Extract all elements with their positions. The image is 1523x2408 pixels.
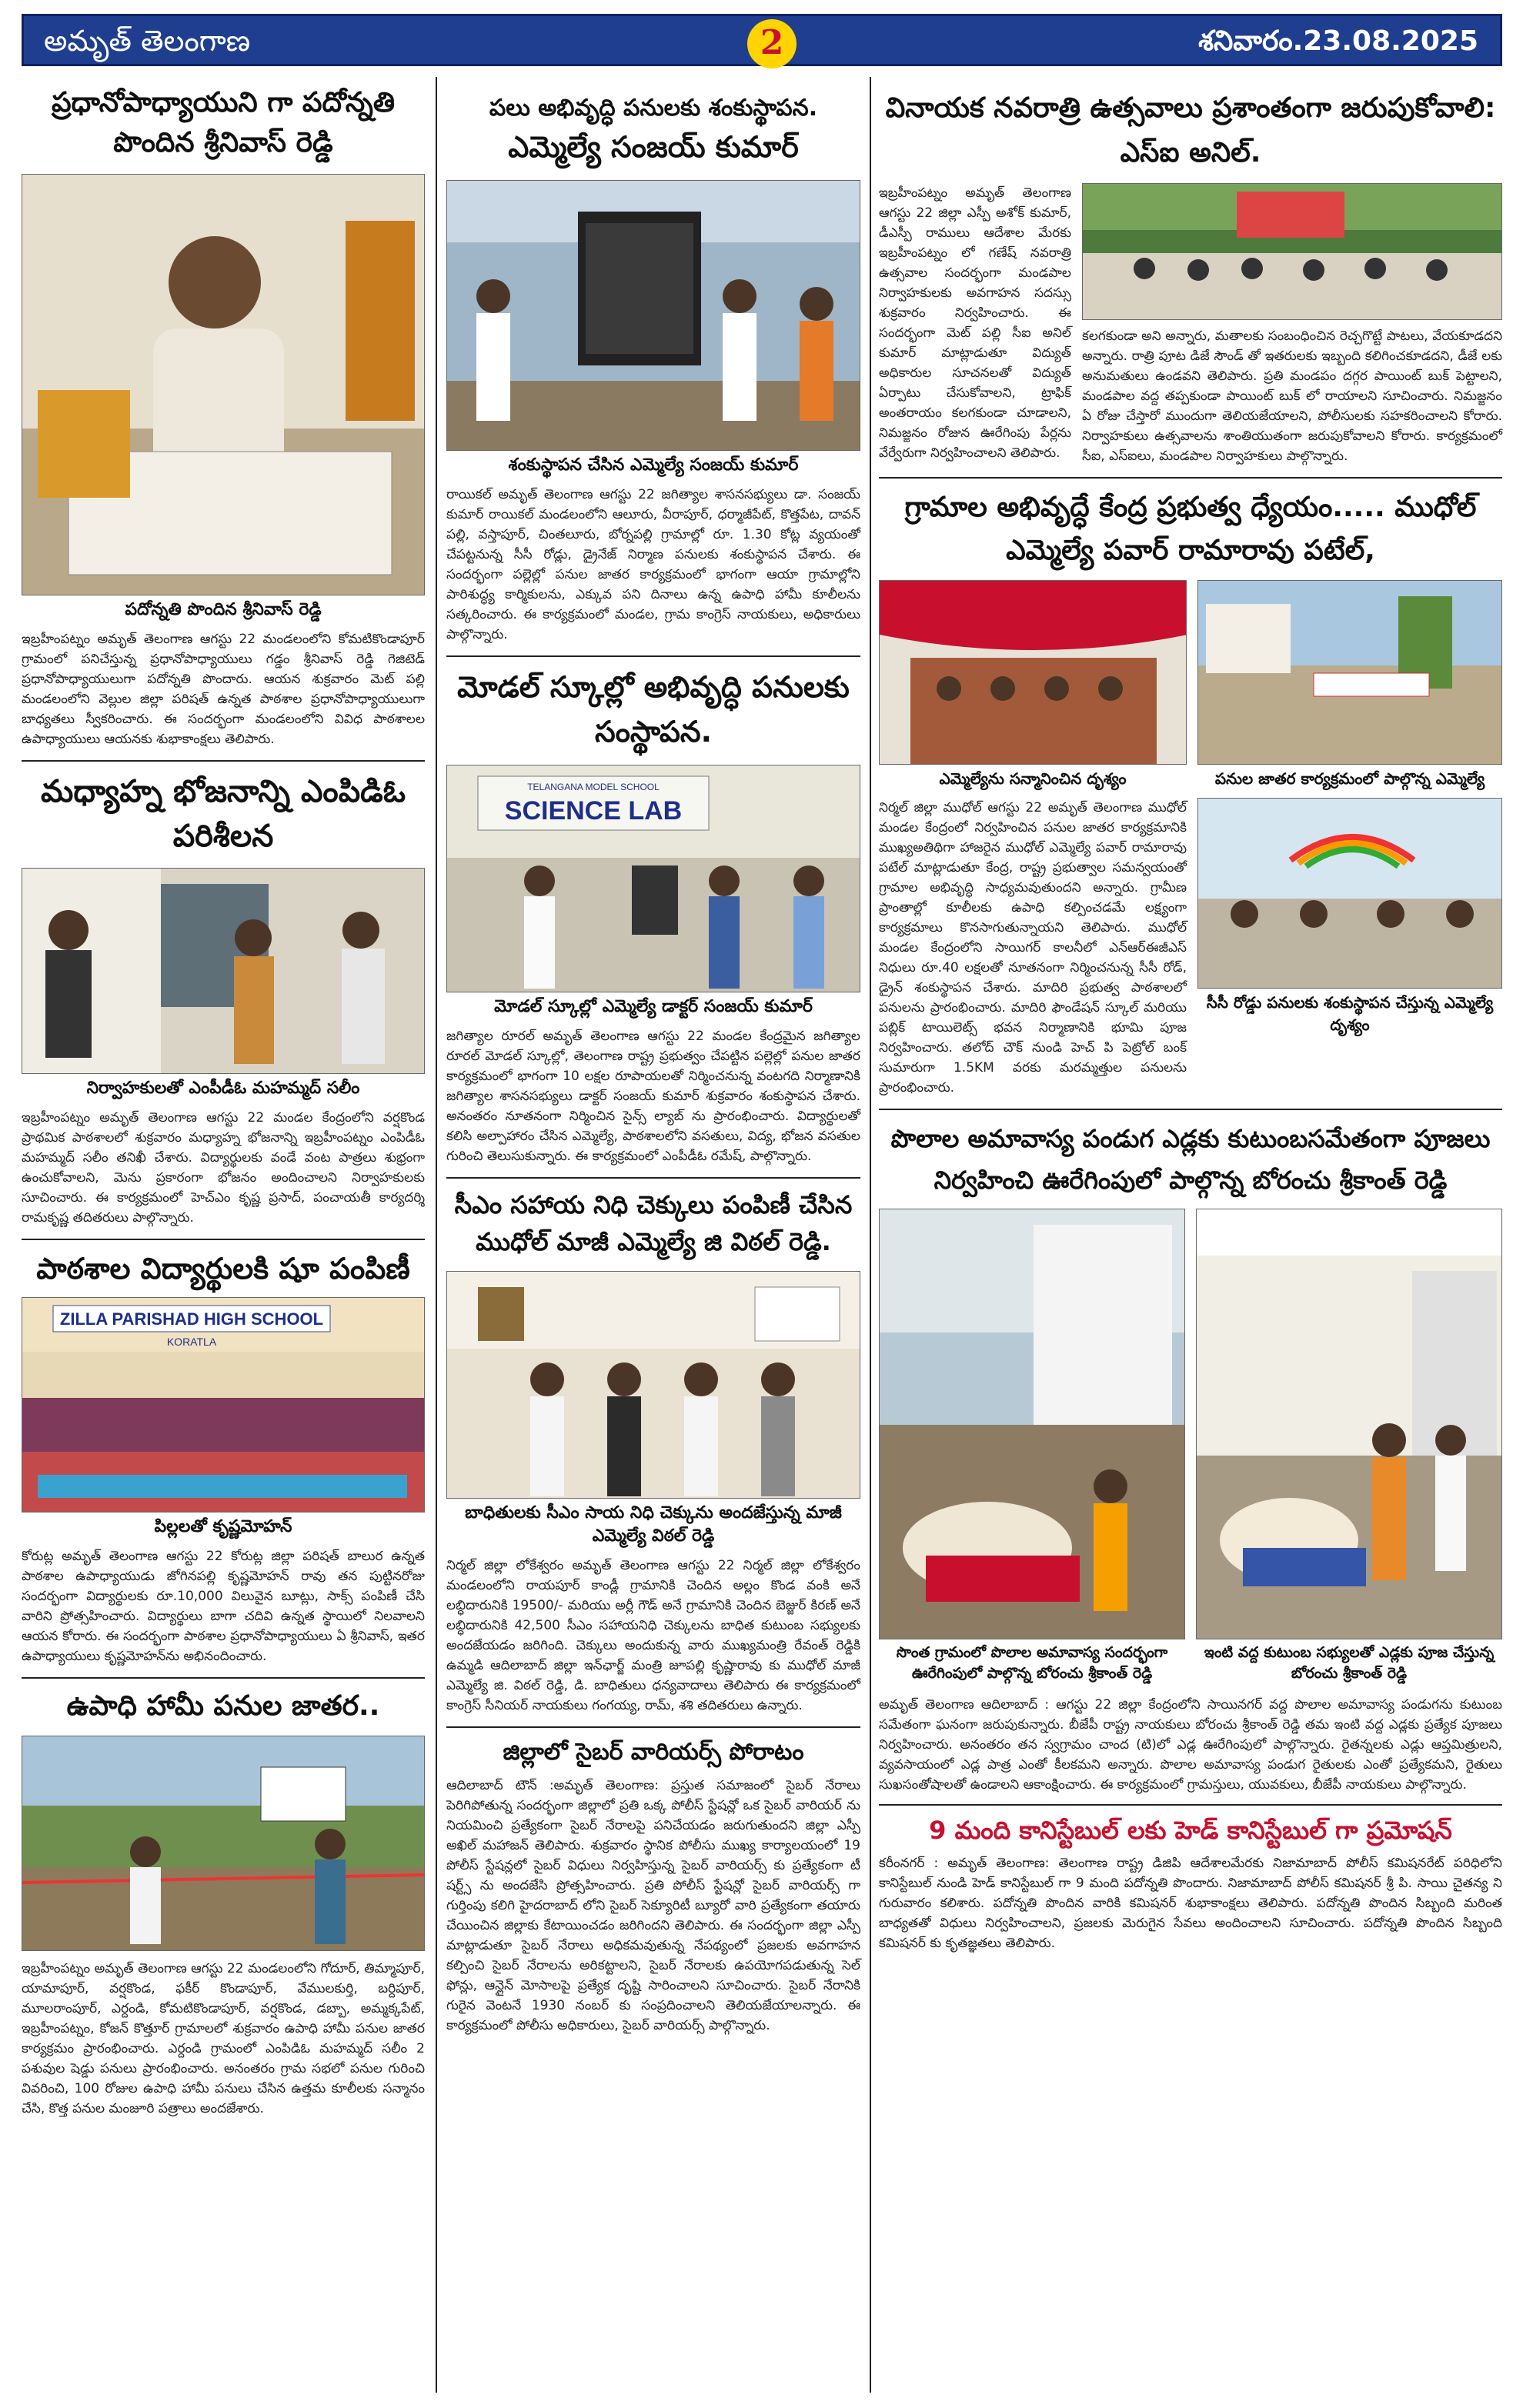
photo-kitchen-inspection: [22, 868, 425, 1074]
section-divider: [446, 655, 860, 657]
photo-bullock-puja: [1196, 1209, 1502, 1639]
photo-cheque-handover: [446, 1271, 860, 1499]
photo-block-a: [879, 1209, 1185, 1692]
article-model-school: [446, 665, 860, 1166]
article-cyber-warriors: [446, 1736, 860, 2036]
article-polala-amavasya: [879, 1118, 1502, 1795]
section-divider: [446, 1726, 860, 1728]
article-body: నిర్మల్ జిల్లా లోకేశ్వరం అమృత్ తెలంగాణ ఆగస్టు 22 నిర్మల్ జిల్లా లోకేశ్వరం మండలంలోని రాయపూర్ కాండ్లీ గ్రామానికి చెందిన అల్లం కొండ వంకి అనే లబ్ధిదారునికి 19500/- మరియు అర్లీ గౌడ్ అనే గ్రామానికి చెందిన బెజ్జుర్ కిరణ్ అనే లబ్ధిదారునికి 42,500 సీఎం సహాయనిధి చెక్కులను బాధిత కుటుంబ సభ్యులకు అందజేయడం జరిగింది. చెక్కులు అందుకున్న వారు ముఖ్యమంత్రి రేవంత్ రెడ్డికి ఉమ్మడి ఆదిలాబాద్ జిల్లా ఇన్‌ఛార్జ్ మంత్రి జూపల్లి కృష్ణారావు కు ముధోల్ మాజీ ఎమ్మెల్యే జి. విఠల్ రెడ్డి, డి. బాధితులు ధన్యవాదాలు తెలిపారు ఈ కార్యక్రమంలో కాంగ్రెస్ సీనియర్ నాయకులు గంగయ్య, రామ్, శశి తదితరులు ఉన్నారు.: [446, 1558, 860, 1713]
newspaper-name: అమృత్ తెలంగాణ: [44, 24, 251, 58]
article-body-left: ఇబ్రహీంపట్నం అమృత్ తెలంగాణ ఆగస్టు 22 జిల్లా ఎస్పీ అశోక్ కుమార్, డీఎస్పీ రాములు ఆదేశాల మేరకు ఇబ్రహీంపట్నం లో గణేష్ నవరాత్రి ఉత్సవాల సందర్భంగా మండపాల నిర్వాహకులకు అవగాహన సదస్సు శుక్రవారం నిర్వహించారు. ఈ సందర్భంగా మెట్ పల్లి సీఐ అనిల్ కుమార్ మాట్లాడుతూ విద్యుత్ అధికారుల సూచనలతో విద్యుత్ ఏర్పాటు చేసుకోవాలని, ట్రాఫిక్ అంతరాయం కలగకుండా చూడాలని, నిమజ్జనం రోజున ఊరేగింపు పేర్లను వేర్వేరుగా నిర్వహించాలని తెలిపారు.: [879, 185, 1071, 461]
article-body: జగిత్యాల రూరల్ అమృత్ తెలంగాణ ఆగస్టు 22 మండల కేంద్రమైన జగిత్యాల రూరల్ మోడల్ స్కూల్లో, తెలంగాణ రాష్ట్ర ప్రభుత్వం చేపట్టిన పల్లెల్లో పనుల జాతర కార్యక్రమంలో భాగంగా 10 లక్షల రూపాయలతో నిర్మించనున్న వంటగది నిర్మాణానికి జగిత్యాల శాసనసభ్యులు డాక్టర్ సంజయ్ కుమార్ శుక్రవారం శంకుస్థాపన చేశారు. అనంతరం నూతనంగా నిర్మించిన సైన్స్ ల్యాబ్ ను ప్రారంభించారు. విద్యార్థులతో కలిసి అల్పాహారం చేసిన ఎమ్మెల్యే, పాఠశాలలోని వసతులు, విద్య, భోజన వసతుల గురించి తెలుసుకున్నారు. ఈ కార్యక్రమంలో ఎంపీడీఓ రమేష్, పాల్గొన్నారు.: [446, 1029, 860, 1164]
article-body: ఇబ్రహీంపట్నం అమృత్ తెలంగాణ ఆగస్టు 22 మండల కేంద్రంలోని వర్షకొండ ప్రాథమిక పాఠశాలలో శుక్రవారం మధ్యాహ్న భోజనాన్ని ఇబ్రహీంపట్నం ఎంపిడీఓ మహమ్మద్ సలీం తనిఖీ చేశారు. విద్యార్థులకు వండే వంట పాత్రలు శుభ్రంగా ఉంచుకోవాలని, మెను ప్రకారంగా భోజనం అందించాలని నిర్వాహకులకు సూచించారు. ఈ కార్యక్రమంలో హెచ్ఎం కృష్ణ ప్రసాద్, పంచాయతీ కార్యదర్శి రామకృష్ణ తదితరులు పాల్గొన్నారు.: [22, 1110, 425, 1226]
photo-caption: పనుల జాతర కార్యక్రమంలో పాల్గొన్న ఎమ్మెల్యే: [1214, 769, 1485, 788]
article-cm-relief-fund: [446, 1186, 860, 1716]
article-body: ఇబ్రహీంపట్నం అమృత్ తెలంగాణ ఆగస్టు 22 మండలంలోని గోదూర్, తిమ్మాపూర్, యామాపూర్, వర్షకొండ, ఫకీర్ కొండాపూర్, వేములకుర్తి, బర్దిపూర్, మూలరాంపూర్, ఎర్దండి, కోమటికొండాపూర్, వర్షకొండ, డబ్బా, అమ్మక్కపేట్, ఇబ్రహీంపట్నం, కోజన్ కొత్తూర్ గ్రామాలలో శుక్రవారం ఉపాధి హామీ పనుల జాతర కార్యక్రమం ప్రారంభించారు. ఎర్దండి గ్రామంలో ఎంపిడిఓ మహమ్మద్ సలీం 2 పశువుల షెడ్డు పనులు ప్రారంభించారు. అనంతరం గ్రామ సభలో పనుల గురించి వివరించి, 100 రోజుల ఉపాధి హామీ పనులు చేసిన ఉత్తమ కూలీలకు సన్మానం చేసి, కొత్త పనుల మంజూరి పత్రాలు అందజేశారు.: [22, 1961, 425, 2116]
photo-row: [879, 1209, 1502, 1692]
photo-science-lab: [446, 765, 860, 992]
article-body: నిర్మల్ జిల్లా ముధోల్ ఆగస్టు 22 అమృత్ తెలంగాణ ముధోల్ మండల కేంద్రంలో నిర్వహించిన పనుల జాతర కార్యక్రమానికి ముఖ్యఅతిథిగా హాజరైన ముధోల్ ఎమ్మెల్యే పవార్ రామారావు పటేల్ మాట్లాడుతూ కేంద్ర, రాష్ట్ర ప్రభుత్వాల సమన్వయంతో గ్రామాల అభివృద్ధి సాధ్యమవుతుందని అన్నారు. గ్రామీణ ప్రాంతాల్లో కూలీలకు ఉపాధి కల్పించడమే లక్ష్యంగా కార్యక్రమాలు కొనసాగుతున్నాయని తెలిపారు. ముధోల్ మండల కేంద్రంలోని సాయిగర్ కాలనీలో ఎన్ఆర్ఈజీఎస్ నిధులు రూ.40 లక్షలతో నూతనంగా నిర్మించనున్న సీసీ రోడ్, డ్రైన్ శంకుస్థాపన చేశారు. మాదిరి ప్రభుత్వ పాఠశాలలో పనులను ప్రారంభించారు. మాదిరి ఫౌండేషన్ స్కూల్ మరియు పబ్లిక్ టాయిలెట్స్ భవన నిర్మాణానికి భూమి పూజ నిర్వహించారు. తలోద్ చౌక్ నుండి హెచ్ పి పెట్రోల్ బంక్ సుమారుగా 1.5KM వరకు మరమ్మత్తుల పనులను ప్రారంభించారు.: [879, 800, 1187, 1096]
headline: మోడల్ స్కూల్లో అభివృద్ధి పనులకు సంస్థాపన.: [457, 670, 850, 749]
photo-teacher-writing: [22, 174, 425, 595]
column-right: [879, 86, 1502, 1953]
school-sign-top: TELANGANA MODEL SCHOOL: [527, 782, 660, 792]
photo-caption: మోడల్ స్కూల్లో ఎమ్మెల్యే డాక్టర్ సంజయ్ కుమార్: [494, 997, 813, 1016]
section-divider: [446, 1177, 860, 1179]
column-middle: [446, 92, 860, 2036]
article-left-block: [879, 580, 1187, 1098]
photo-caption: సొంత గ్రామంలో పొలాల అమావాస్య సందర్భంగా ఊరేగింపులో పాల్గొన్న బోరంచు శ్రీకాంత్ రెడ్డి: [896, 1644, 1168, 1682]
science-lab-sign: SCIENCE LAB: [504, 796, 683, 825]
photo-works-fair: [1197, 580, 1502, 765]
headline: ఉపాధి హామీ పనుల జాతర..: [66, 1690, 380, 1722]
photo-ribbon-cutting: [22, 1736, 425, 1951]
section-divider: [879, 1804, 1502, 1806]
article-body: కరీంనగర్ : అమృత్ తెలంగాణ: తెలంగాణ రాష్ట్ర డిజిపి ఆదేశాలమేరకు నిజామాబాద్ పోలీస్ కమిషనరేట్ పరిధిలోని కానిస్టేబుల్ నుండి హెడ్ కానిస్టేబుల్ గా 9 మంది పదోన్నతి పొందారు. నిజామాబాద్ పోలీస్ కమిషనర్ శ్రీ పి. సాయి చైతన్య ని గురువారం కలిశారు. పదోన్నతి పొందిన వారికి కమిషనర్ శుభాకాంక్షలు తెలిపారు. పదోన్నతి పొందిన సిబ్బంది మరింత బాధ్యతతో విధులు నిర్వహించాలని, ప్రజలకు మెరుగైన సేవలు అందించాలని సూచించారు. పదోన్నతి పొందిన సిబ్బంది కమిషనర్ కు కృతజ్ఞతలు తెలిపారు.: [879, 1856, 1502, 1951]
article-constable-promotion: [879, 1812, 1502, 1953]
article-right-block: [1082, 183, 1502, 466]
section-divider: [879, 477, 1502, 479]
article-employment-works: [22, 1686, 425, 2119]
article-layout: [879, 183, 1502, 466]
photo-block-b: [1196, 1209, 1502, 1692]
article-body: ఇబ్రహీంపట్నం అమృత్ తెలంగాణ ఆగస్టు 22 మండలంలోని కోమటికొండాపూర్ గ్రామంలో పనిచేస్తున్న ప్రధానోపాధ్యాయులు గడ్డం శ్రీనివాస్ రెడ్డి గెజిటెడ్ ప్రధానోపాధ్యాయులుగా పదోన్నతి పొందారు. ఆయన శుక్రవారం మెట్ పల్లి మండలంలోని వెల్లుల జిల్లా పరిషత్ ఉన్నత పాఠశాల ప్రధానోపాధ్యాయులుగా బాధ్యతలు స్వీకరించారు. ఈ సందర్భంగా మండలంలోని వివిధ పాఠశాలల ఉపాధ్యాయులు ఆయనకు శుభాకాంక్షలు తెలిపారు.: [22, 632, 425, 747]
headline: పొలాల అమావాస్య పండుగ ఎడ్లకు కుటుంబసమేతంగా పూజలు నిర్వహించి ఊరేగింపులో పాల్గొన్న బోరంచు శ్రీకాంత్ రెడ్డి: [890, 1124, 1491, 1195]
headline: మధ్యాహ్న భోజనాన్ని ఎంపిడిఓ పరిశీలన: [41, 774, 406, 854]
section-divider: [22, 760, 425, 762]
photo-caption: బాధితులకు సీఎం సాయ నిధి చెక్కును అందజేస్తున్న మాజీ ఎమ్మెల్యే విఠల్ రెడ్డి: [465, 1503, 842, 1546]
article-ganesh-festival: [879, 86, 1502, 466]
masthead: [22, 14, 1502, 66]
photo-caption: ఎమ్మెల్యేను సన్మానించిన దృశ్యం: [939, 769, 1127, 788]
photo-caption: పదోన్నతి పొందిన శ్రీనివాస్ రెడ్డి: [125, 600, 322, 619]
page-number-badge: 2: [747, 19, 797, 68]
article-shoe-distribution: [22, 1248, 425, 1666]
headline: వినాయక నవరాత్రి ఉత్సవాలు ప్రశాంతంగా జరుపుకోవాలి: ఎస్ఐ అనిల్.: [885, 92, 1496, 168]
photo-police-meeting: [1082, 183, 1502, 320]
headline: ప్రధానోపాధ్యాయుని గా పదోన్నతి పొందిన శ్రీనివాస్ రెడ్డి: [51, 87, 396, 158]
school-sign-location: KORATLA: [166, 1336, 217, 1348]
section-divider: [22, 1239, 425, 1240]
photo-caption: పిల్లలతో కృష్ణమోహన్: [154, 1517, 292, 1536]
article-foundation-stone-mla: [446, 92, 860, 645]
column-rule: [870, 77, 871, 2393]
photo-bullock-procession: [879, 1209, 1185, 1639]
article-body: అమృత్ తెలంగాణ ఆదిలాబాద్ : ఆగస్టు 22 జిల్లా కేంద్రంలోని సాయినగర్ వద్ద పొలాల అమావాస్య పండుగను కుటుంబ సమేతంగా ఘనంగా జరుపుకున్నారు. బీజేపీ రాష్ట్ర నాయకులు బోరంచు శ్రీకాంత్ రెడ్డి తమ ఇంటి వద్ద ఎడ్లకు ప్రత్యేక పూజలు నిర్వహించారు. అనంతరం తన స్వగ్రామం చాంద (టి)లో ఎడ్ల ఊరేగింపులో పాల్గొన్నారు. రైతన్నలకు ఎడ్లు ఆప్తమిత్రులని, వ్యవసాయంలో ఎడ్ల పాత్ర ఎంతో కీలకమని అన్నారు. పొలాల అమావాస్య పండుగ రైతులకు ఎంతో ప్రత్యేకమని, రైతులు సుఖసంతోషాలతో ఉండాలని ఆకాంక్షించారు. ఈ కార్యక్రమంలో గ్రామస్తులు, యువకులు, బీజేపీ నాయకులు పాల్గొన్నారు.: [879, 1697, 1502, 1793]
headline-kicker: పలు అభివృద్ధి పనులకు శంకుస్థాపన.: [489, 95, 818, 122]
photo-mla-felicitation: [879, 580, 1187, 765]
headline: సీఎం సహాయ నిధి చెక్కులు పంపిణీ చేసిన ముధోల్ మాజీ ఎమ్మెల్యే జి విఠల్ రెడ్డి.: [454, 1190, 853, 1256]
section-divider: [22, 1677, 425, 1679]
headline: ఎమ్మెల్యే సంజయ్ కుమార్: [508, 130, 799, 164]
column-rule: [436, 77, 437, 2393]
headline: పాఠశాల విద్యార్థులకి షూ పంపిణీ: [36, 1252, 410, 1286]
school-sign-text: ZILLA PARISHAD HIGH SCHOOL: [59, 1309, 324, 1329]
photo-caption: నిర్వాహకులతో ఎంపీడీఓ మహమ్మద్ సలీం: [86, 1079, 360, 1098]
photo-caption: శంకుస్థాపన చేసిన ఎమ్మెల్యే సంజయ్ కుమార్: [508, 455, 799, 475]
article-promotion-srinivas-reddy: [22, 83, 425, 749]
photo-caption: ఇంటి వద్ద కుటుంబ సభ్యులతో ఎడ్లకు పూజ చేస్తున్న బోరంచు శ్రీకాంత్ రెడ్డి: [1204, 1644, 1495, 1682]
article-layout: [879, 580, 1502, 1098]
article-body: ఆదిలాబాద్ టౌన్ :అమృత్ తెలంగాణ: ప్రస్తుత సమాజంలో సైబర్ నేరాలు పెరిగిపోతున్న సందర్భంగా జిల్లాలో ప్రతి ఒక్క పోలీస్ స్టేషన్లో ఒక సైబర్ వారియర్ ను నియమించి ప్రత్యేకంగా సైబర్ నేరాలపై పనిచేయడం జరుగుతుందని జిల్లా ఎస్పీ అఖిల్ మహాజన్ తెలిపారు. శుక్రవారం స్థానిక పోలీసు ముఖ్య కార్యాలయంలో 19 పోలీస్ స్టేషన్లలో సైబర్ విధులు నిర్వహిస్తున్న సైబర్ వారియర్స్ కు ప్రత్యేకంగా టీ షర్ట్స్ ను అందజేసి ప్రోత్సహించారు. ప్రతి పోలీస్ స్టేషన్లో సైబర్ వారియర్స్ గా గుర్తింపు కలిగి హైదరాబాద్ లోని సైబర్ సెక్యూరిటీ బ్యూరో వారి ప్రత్యేకంగా తయారు చేయించిన జిల్లాకు కేటాయించడం జరిగిందని తెలిపారు. ఈ సందర్భంగా జిల్లా ఎస్పీ మాట్లాడుతూ సైబర్ నేరాలు అధికమవుతున్న నేపథ్యంలో ప్రజలకు అవగాహన కల్పించి సైబర్ నేరాలను అరికట్టాలని, సైబర్ నేరాలకు ఉపయోగపడుతున్న సెల్ ఫోన్లు, ఆన్లైన్ మోసాలపై ప్రత్యేక దృష్టి సారించాలని సూచించారు. సైబర్ నేరానికి గురైన వెంటనే 1930 నంబర్ కు సంప్రదించాలని తెలియజేయాలన్నారు. ఈ కార్యక్రమంలో పోలీసు అధికారులు, సైబర్ వారియర్స్ పాల్గొన్నారు.: [446, 1778, 860, 2033]
photo-students-shoes: [22, 1297, 425, 1513]
headline: జిల్లాలో సైబర్ వారియర్స్ పోరాటం: [503, 1739, 804, 1766]
issue-date: శనివారం.23.08.2025: [1198, 25, 1478, 57]
photo-caption: సీసీ రోడ్డు పనులకు శంకుస్థాపన చేస్తున్న ఎమ్మెల్యే దృశ్యం: [1206, 993, 1494, 1034]
article-village-development: [879, 486, 1502, 1098]
column-left: [22, 83, 425, 2119]
headline: గ్రామాల అభివృద్ధే కేంద్ర ప్రభుత్వ ధ్యేయం..... ముధోల్ ఎమ్మెల్యే పవార్ రామారావు పటేల్,: [904, 492, 1477, 566]
article-body: రాయికల్ అమృత్ తెలంగాణ ఆగస్టు 22 జగిత్యాల శాసనసభ్యులు డా. సంజయ్ కుమార్ రాయికల్ మండలంలోని ఆలూరు, వీరాపూర్, ధర్మాజీపేట్, కొత్తపేట, దావన్ పల్లి, వస్తాపూర్, చింతలూరు, బోర్నపల్లి గ్రామాల్లో రూ. 1.30 కోట్ల వ్యయంతో చేపట్టనున్న సీసీ రోడ్లు, డ్రైనేజ్ నిర్మాణ పనులకు శంకుస్థాపన చేశారు. ఈ సందర్భంగా పల్లెల్లో పనుల జాతర కార్యక్రమంలో భాగంగా ఆయా గ్రామాల్లోని పారిశుద్ధ్య కార్మికులను, ఎక్కువ పని దినాలు ఉన్న ఉపాధి హామీ కూలీలను సత్కరించారు. ఈ కార్యక్రమంలో మండల, గ్రామ కాంగ్రెస్ నాయకులు, అధికారులు పాల్గొన్నారు.: [446, 487, 860, 642]
photo-cc-road-foundation: [1197, 798, 1502, 989]
article-body: కోరుట్ల అమృత్ తెలంగాణ ఆగస్టు 22 కోరుట్ల జిల్లా పరిషత్ బాలుర ఉన్నత పాఠశాల ఉపాధ్యాయుడు జోగినపల్లి కృష్ణమోహన్ రావు తన పుట్టినరోజు సందర్భంగా విద్యార్థులకు రూ.10,000 విలువైన బూట్లు, సాక్స్ పంపిణీ చేసి వారిని ప్రోత్సహించారు. విద్యార్థులు బాగా చదివి ఉన్నత స్థాయిలో నిలవాలని ఆయన కోరారు. ఈ సందర్భంగా పాఠశాల ప్రధానోపాధ్యాయులు ఏ శ్రీనివాస్, ఇతర ఉపాధ్యాయులు కృష్ణమోహన్‌ను అభినందించారు.: [22, 1549, 425, 1664]
headline: 9 మంది కానిస్టేబుల్ లకు హెడ్ కానిస్టేబుల్ గా ప్రమోషన్: [929, 1816, 1452, 1845]
article-midday-meal-inspection: [22, 769, 425, 1228]
section-divider: [879, 1109, 1502, 1110]
article-body-right: కలగకుండా అని అన్నారు, మతాలకు సంబంధించిన రెచ్చగొట్టే పాటలు, వేయకూడదని అన్నారు. రాత్రి పూట డిజే సౌండ్ తో ఇతరులకు ఇబ్బంది కలిగించకూడదని, డీజే లకు అనుమతులు ఉండవని తెలిపారు. ప్రతి మండపం దగ్గర పాయింట్ బుక్ పెట్టాలని, మండపాల వద్ద తప్పకుండా పాయింట్ బుక్ లో రాయాలని సూచించారు. నిమజ్జనం ఏ రోజు చేస్తారో ముందుగా తెలియజేయాలని, పోలీసులకు సహకరించాలని కోరారు. నిర్వాహకులు ఉత్సవాలను శాంతియుతంగా జరుపుకోవాలని కోరారు. కార్యక్రమంలో సీఐ, ఎస్ఐలు, మండపాల నిర్వాహకులు పాల్గొన్నారు.: [1082, 329, 1502, 464]
photo-foundation-stone: [446, 180, 860, 451]
article-right-block: [1197, 580, 1502, 1098]
